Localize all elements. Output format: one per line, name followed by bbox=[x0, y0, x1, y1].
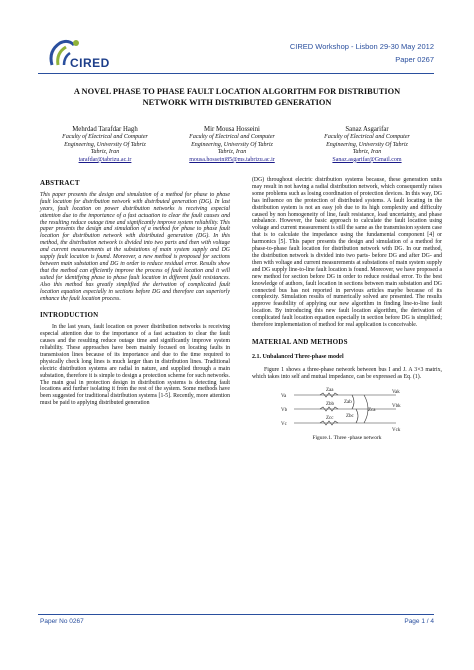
figure-label: Zaa bbox=[326, 387, 334, 393]
figure-label: Zca bbox=[368, 407, 376, 413]
footer-divider bbox=[38, 614, 434, 615]
introduction-text: In the last years, fault location on power distribution networks is receiving especial attention due to the importance of a fast actuation to clear the fault causes and the resulting reduce outage time and significantly improve system reliability. These approaches have been mainly focused on locating faults in transmission lines because of its importance and due to the time required to physically check long lines is much larger than in distribution lines. Traditional electric distribution systems are radial in nature, and supplied through a main substation, therefore it is simple to design a protection scheme for such networks. The main goal in protection design in distribution systems is detecting fault locations and further isolating it from the rest of the system. Some methods have been suggested for traditional distribution systems [1-5]. Recently, more attention must be paid to applying distributed generation bbox=[40, 324, 230, 407]
paper-title bbox=[40, 86, 434, 108]
author-location: Tabriz, Iran bbox=[352, 149, 382, 156]
figure-label: Vck bbox=[392, 427, 401, 433]
section-heading-methods: MATERIAL AND METHODS bbox=[252, 337, 348, 346]
three-phase-network-figure bbox=[280, 387, 410, 433]
header-event: CIRED Workshop - Lisbon 29-30 May 2012 bbox=[289, 42, 434, 51]
right-column bbox=[252, 177, 442, 441]
author-email-link[interactable]: Sanaz.asgarifar@Gmail.com bbox=[332, 156, 402, 163]
author-name: Sanaz Asgarifar bbox=[345, 126, 389, 133]
figure-label: Zbb bbox=[326, 401, 335, 407]
author-email-link[interactable]: tarafdar@tabrizu.ac.ir bbox=[78, 156, 132, 163]
footer-page-number: Page 1 / 4 bbox=[404, 618, 434, 625]
author-affiliation: Faculty of Electrical and Computer bbox=[324, 134, 410, 141]
figure-caption: Figure.1. Three -phase network bbox=[312, 434, 382, 441]
figure-label: Zab bbox=[344, 399, 352, 405]
author-affiliation: Engineering, University Of Tabriz bbox=[191, 141, 273, 148]
figure-label: Vak bbox=[392, 389, 400, 395]
figure-label: Vbk bbox=[392, 403, 401, 409]
methods-text: Figure 1 shows a three-phase network between bus I and J. A 3×3 matrix, which takes into self and mutual impedance, can be expressed as Eq. (1). bbox=[252, 366, 442, 380]
left-column bbox=[40, 176, 230, 407]
section-heading-abstract: ABSTRACT bbox=[40, 179, 80, 187]
author-name: Mir Mousa Hosseini bbox=[204, 126, 260, 133]
figure-label: Zcc bbox=[326, 415, 334, 421]
author-affiliation: Faculty of Electrical and Computer bbox=[189, 134, 275, 141]
author-affiliation: Engineering, University Of Tabriz bbox=[326, 141, 408, 148]
author-location: Tabriz, Iran bbox=[217, 149, 247, 156]
author-email-link[interactable]: mousa.hosseini85@ms.tabrizu.ac.ir bbox=[189, 156, 275, 163]
author-1 bbox=[40, 126, 170, 164]
author-3 bbox=[302, 126, 432, 164]
body-text: (DG) throughout electric distribution systems because, these generation units may result in not having a radial distribution network, which consequently raises some problems such as losing coordination of protection devices. In this way, DG has influence on the protection of distributed systems. A fault locating in the distribution system is not an easy job due to its high complexity and difficulty caused by non homogeneity of line, fault resistance, load uncertainty, and phase unbalance. However, the basic approach to calculate the fault location using voltage and current measurement is still the same as the transmission system case that is to calculate the impedance using the fundamental component [4] or harmonics [5]. This paper presents the design and simulation of a method for phase-to-phase fault location for distribution network with DG. In our method, the distribution network is divided into two parts- before DG and after DG- and then with voltage and current measurements at substations of main system supply and DG supply line-to-line fault location is found. Moreover, we have proposed a new method for section before DG in order to reduce residual error. To the best knowledge of authors, fault location in sections between main substation and DG connected bus has not reported in pervious articles maybe because of its complexity. Simulation results of numerically solved are presented. The results approve feasibility of applying our new algorithm in finding line-to-line fault location. By introducing this new fault location algorithm, the derivation of complicated fault location equation especially in section before DG is simplified; therefore implementation of method for real application is conceivable. bbox=[252, 177, 442, 329]
author-2 bbox=[167, 126, 297, 164]
header-divider bbox=[38, 73, 434, 74]
figure-label: Vc bbox=[281, 421, 287, 427]
header-paper-no: Paper 0267 bbox=[395, 55, 434, 64]
figure-label: Vb bbox=[281, 407, 288, 413]
subsection-heading: 2.1. Unbalanced Three-phase model bbox=[252, 353, 344, 360]
section-heading-introduction: INTRODUCTION bbox=[40, 311, 99, 320]
author-affiliation: Engineering, University Of Tabriz bbox=[64, 141, 146, 148]
author-location: Tabriz, Iran bbox=[90, 149, 120, 156]
title-line-2: NETWORK WITH DISTRIBUTED GENERATION bbox=[142, 98, 332, 107]
author-name: Mehrdad Tarafdar Hagh bbox=[72, 126, 138, 133]
author-affiliation: Faculty of Electrical and Computer bbox=[62, 134, 148, 141]
circuit-diagram bbox=[280, 387, 410, 433]
footer-paper-no: Paper No 0267 bbox=[40, 618, 84, 625]
figure-label: Zbc bbox=[346, 413, 354, 419]
logo-text: CIRED bbox=[70, 56, 110, 70]
figure-label: Va bbox=[281, 393, 287, 399]
author-block bbox=[40, 126, 434, 176]
title-line-1: A NOVEL PHASE TO PHASE FAULT LOCATION ALGORITHM FOR DISTRIBUTION bbox=[73, 87, 401, 96]
abstract-text: This paper presents the design and simulation of a method for phase to phase fault location for distribution network with distributed generation (DG). In last years, fault location on power distribution networks is receiving especial attention due to the importance of a fast actuation to clear the fault causes and the resulting reduce outage time and significantly improve system reliability. This paper presents the design and simulation of a method for phase to phase fault location for distribution network with distributed generation (DG). In this method, the distribution network is divided into two parts and then with voltage and current measurements at the substations of main system supply and DG supply fault location is found. Moreover, a new method is proposed for sections between main substation and DG in order to reduce residual error. Results show that the method can efficiently improve the process of fault location and it will suited for identifying phase to phase fault location in different fault resistances. Also this method has greatly simplified the derivation of complicated fault location equation especially in sections before DG and therefore can superiorly enhance the fault location process. bbox=[40, 191, 230, 302]
